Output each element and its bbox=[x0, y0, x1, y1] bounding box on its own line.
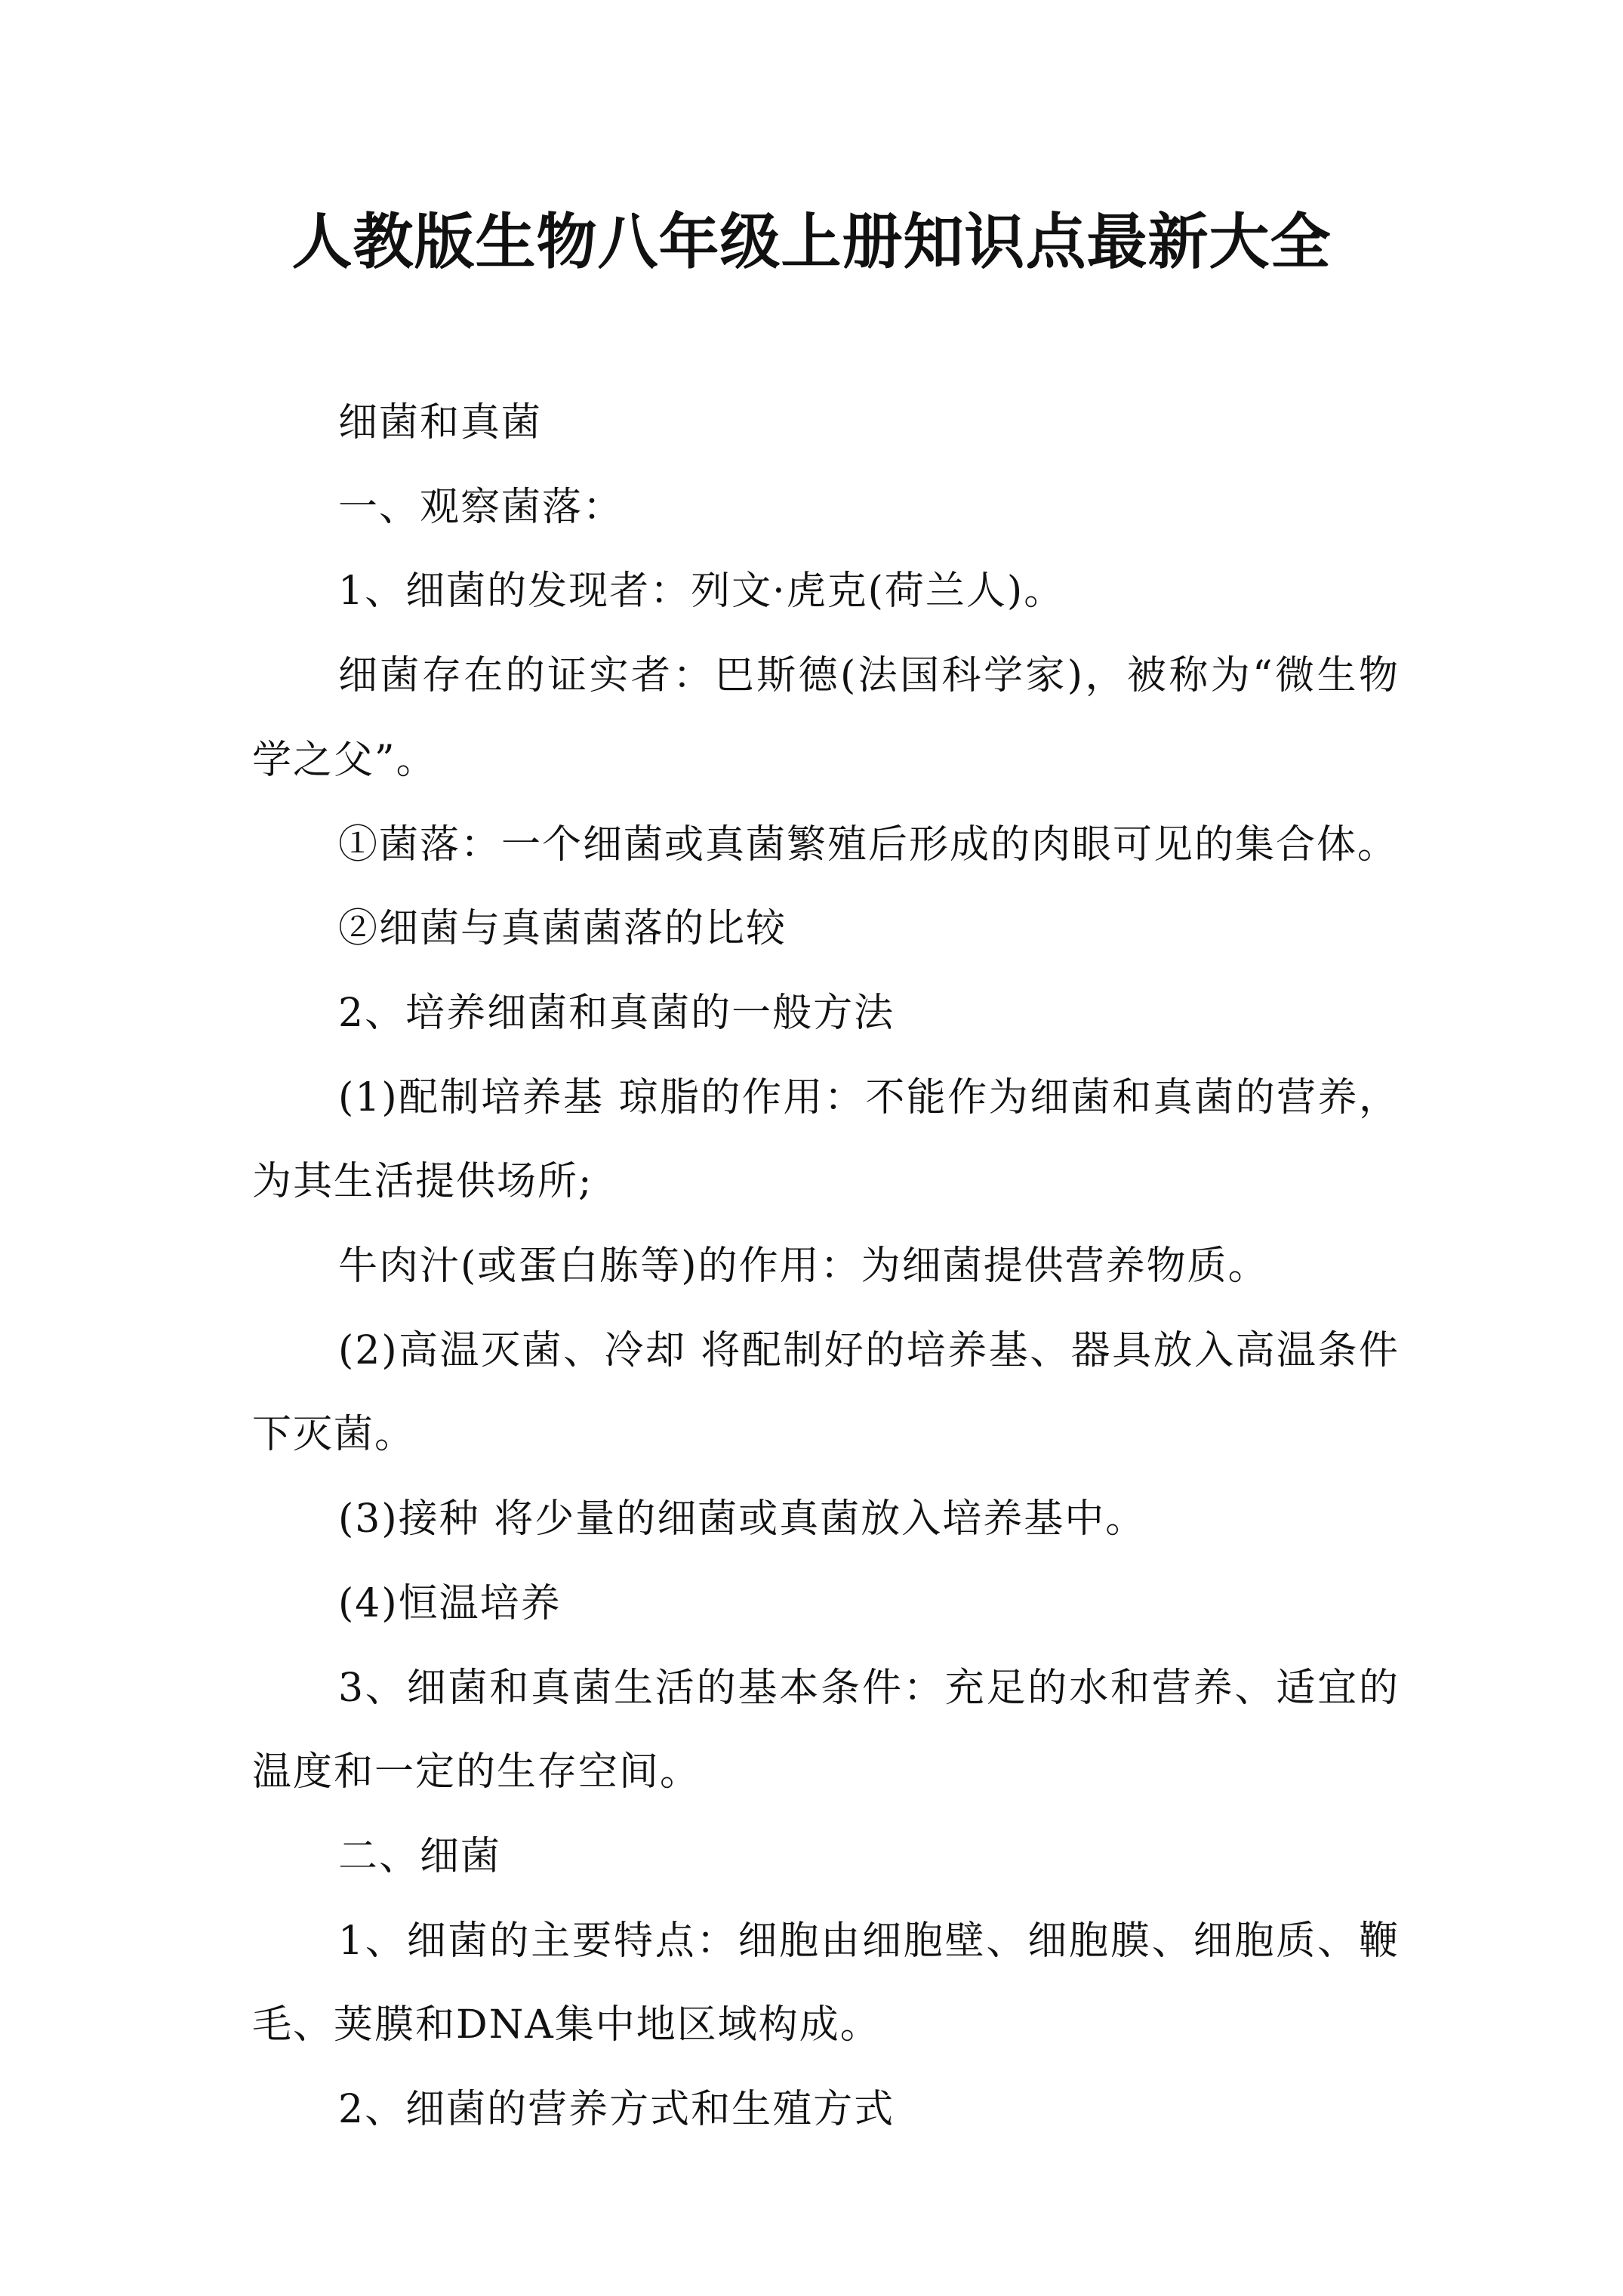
paragraph: 二、细菌 bbox=[338, 1833, 502, 1879]
paragraph: 1、细菌的主要特点：细胞由细胞壁、细胞膜、细胞质、鞭毛、荚膜和DNA集中地区域构成。 bbox=[252, 1918, 1400, 2048]
paragraph: (1)配制培养基 琼脂的作用：不能作为细菌和真菌的营养，为其生活提供场所; bbox=[252, 1074, 1400, 1205]
document-title: 人教版生物八年级上册知识点最新大全 bbox=[291, 206, 1332, 277]
paragraph: 细菌和真菌 bbox=[338, 400, 543, 445]
paragraph: 3、细菌和真菌生活的基本条件：充足的水和营养、适宜的温度和一定的生存空间。 bbox=[252, 1665, 1400, 1795]
paragraph: ①菌落：一个细菌或真菌繁殖后形成的肉眼可见的集合体。 bbox=[338, 821, 1399, 868]
paragraph: 牛肉汁(或蛋白胨等)的作用：为细菌提供营养物质。 bbox=[338, 1244, 1269, 1290]
paragraph: (4)恒温培养 bbox=[338, 1580, 562, 1626]
paragraph: (2)高温灭菌、冷却 将配制好的培养基、器具放入高温条件下灭菌。 bbox=[252, 1327, 1400, 1458]
paragraph: 1、细菌的发现者：列文·虎克(荷兰人)。 bbox=[338, 569, 1065, 615]
paragraph: 一、观察菌落： bbox=[338, 484, 624, 530]
paragraph: 细菌存在的证实者：巴斯德(法国科学家)，被称为“微生物学之父”。 bbox=[252, 653, 1400, 783]
paragraph: 2、培养细菌和真菌的一般方法 bbox=[338, 990, 895, 1036]
paragraph: (3)接种 将少量的细菌或真菌放入培养基中。 bbox=[338, 1496, 1147, 1542]
document-body bbox=[252, 381, 1400, 2153]
paragraph: ②细菌与真菌菌落的比较 bbox=[338, 906, 787, 952]
paragraph: 2、细菌的营养方式和生殖方式 bbox=[338, 2087, 895, 2133]
